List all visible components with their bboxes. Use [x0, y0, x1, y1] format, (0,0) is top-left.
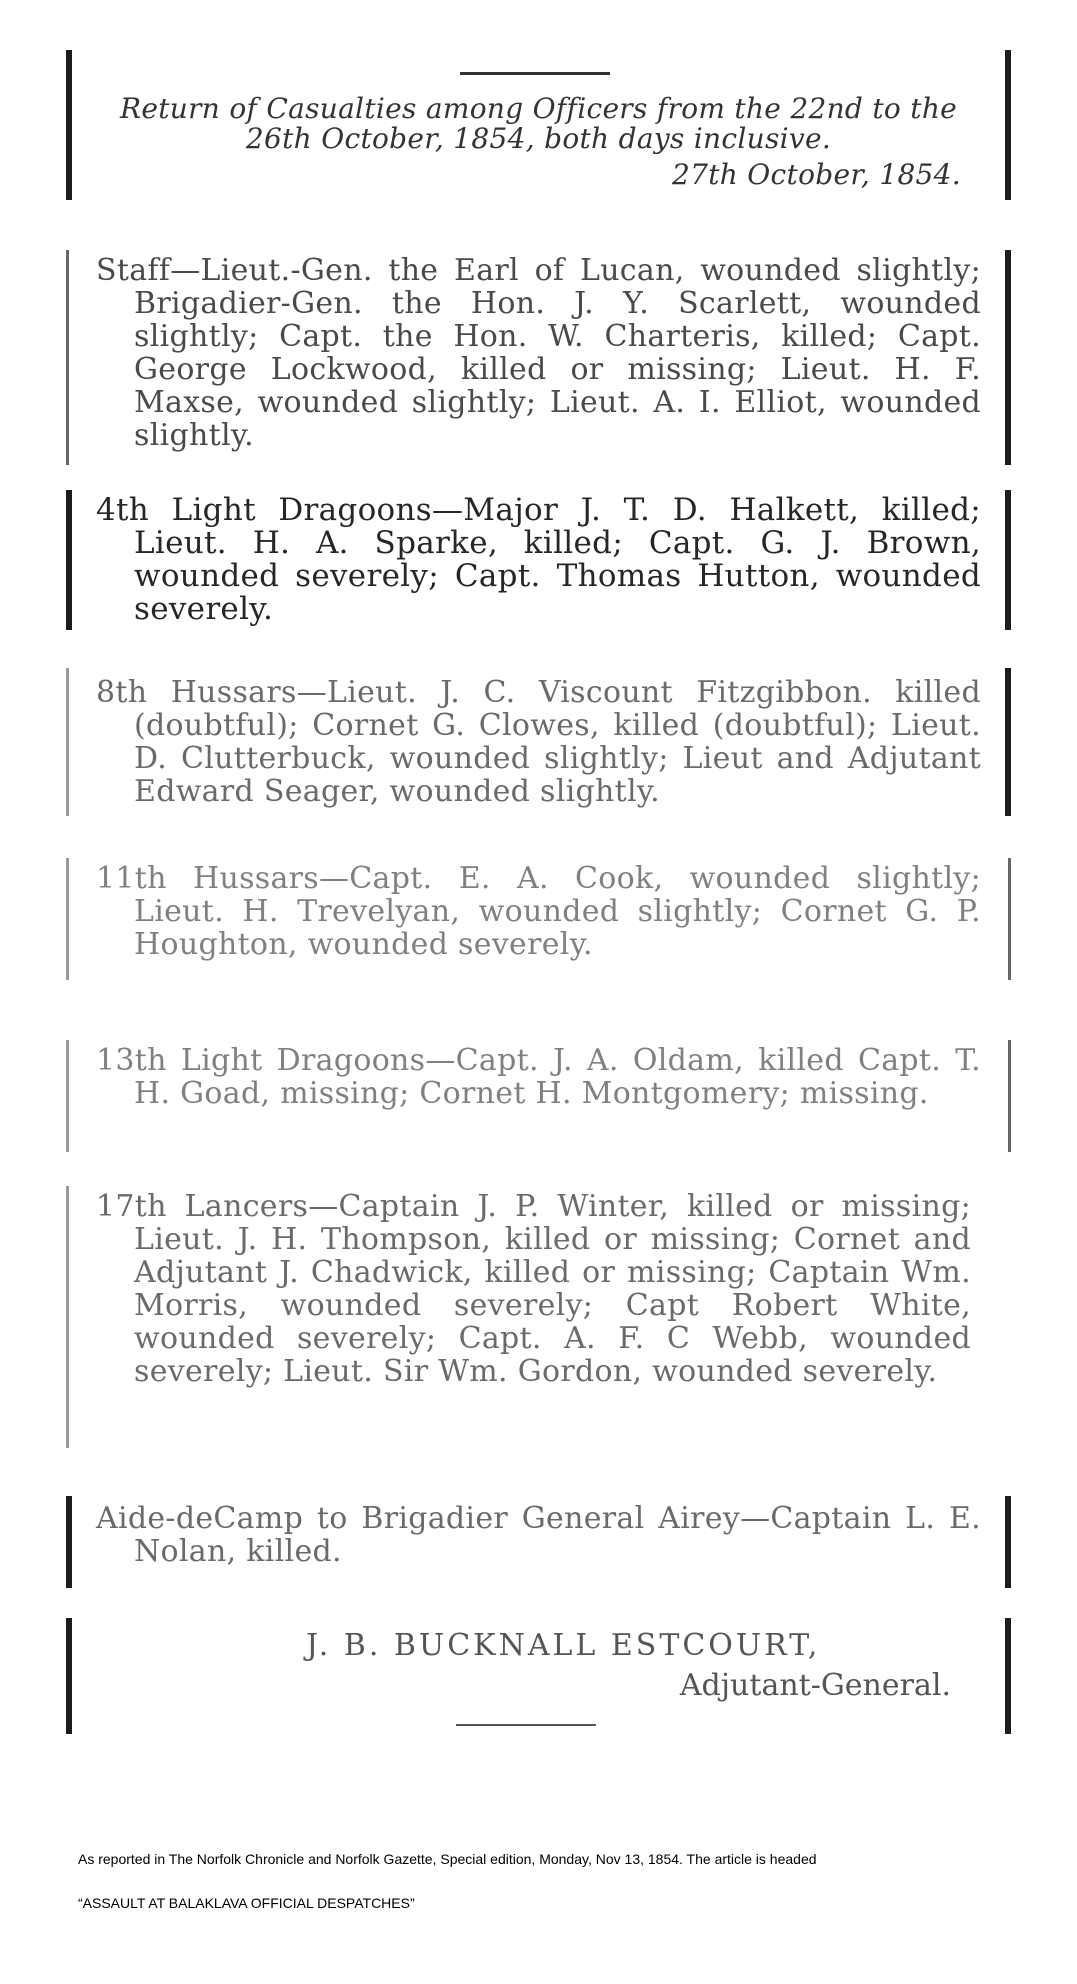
return-date: 27th October, 1854.	[671, 158, 961, 191]
header-clipping	[66, 50, 1011, 200]
entry-11th-hussars	[66, 858, 1011, 980]
signature-name: J. B. BUCKNALL ESTCOURT,	[306, 1628, 821, 1663]
entry-text: Staff—Lieut.-Gen. the Earl of Lucan, wounded slightly; Brigadier-Gen. the Hon. J. Y. Scarlett, wounded slightly; Capt. the Hon. W. Charteris, killed; Capt. George Lockwood, killed or missing; Lieut. H. F. Maxse, wounded slightly; Lieut. A. I. Elliot, wounded slightly.	[96, 253, 981, 453]
clipping-edge-left	[66, 250, 69, 465]
return-title: Return of Casualties among Officers from the 22nd to the 26th October, 1854, both days inclusive.	[119, 92, 958, 155]
entry-text: 8th Hussars—Lieut. J. C. Viscount Fitzgibbon. killed (doubtful); Cornet G. Clowes, killed (doubtful); Lieut. D. Clutterbuck, wounded slightly; Lieut and Adjutant Edward Seager, wounded slightly.	[96, 675, 981, 809]
entry-text: 11th Hussars—Capt. E. A. Cook, wounded slightly; Lieut. H. Trevelyan, wounded slightly; Cornet G. P. Houghton, wounded severely.	[96, 861, 981, 962]
bottom-rule	[456, 1724, 596, 1726]
entry-text: 13th Light Dragoons—Capt. J. A. Oldam, killed Capt. T. H. Goad, missing; Cornet H. Montgomery; missing.	[96, 1043, 981, 1111]
signature-title: Adjutant-General.	[679, 1668, 951, 1703]
clipping-edge-right	[1005, 1496, 1011, 1588]
clipping-edge-right	[1005, 250, 1011, 465]
clipping-edge-left	[66, 50, 72, 200]
clipping-edge-left	[66, 858, 69, 980]
entry-text: 4th Light Dragoons—Major J. T. D. Halkett, killed; Lieut. H. A. Sparke, killed; Capt. G. J. Brown, wounded severely; Capt. Thomas Hutton, wounded severely.	[96, 492, 981, 627]
clipping-edge-left	[66, 490, 72, 630]
entry-text: 17th Lancers—Captain J. P. Winter, killed or missing; Lieut. J. H. Thompson, killed or missing; Cornet and Adjutant J. Chadwick, killed or missing; Captain Wm. Morris, wounded severely; Capt Robert White, wounded severely; Capt. A. F. C Webb, wounded severely; Lieut. Sir Wm. Gordon, wounded severely.	[96, 1189, 971, 1389]
entry-text: Aide-deCamp to Brigadier General Airey—Captain L. E. Nolan, killed.	[96, 1501, 981, 1569]
clipping-edge-left	[66, 1040, 69, 1152]
entry-staff	[66, 250, 1011, 465]
clipping-edge-right	[1005, 490, 1011, 630]
entry-aide-de-camp	[66, 1496, 1011, 1588]
clipping-edge-right	[1005, 1618, 1011, 1734]
entry-17th-lancers	[66, 1186, 1011, 1448]
clipping-edge-left	[66, 1618, 72, 1734]
source-caption-line1: As reported in The Norfolk Chronicle and Norfolk Gazette, Special edition, Monday, Nov 13, 1854. The article is headed	[78, 1851, 817, 1867]
clipping-edge-right	[1005, 50, 1011, 200]
clipping-edge-right	[1005, 668, 1011, 816]
clipping-edge-right	[1008, 1040, 1011, 1152]
clipping-edge-right	[1008, 858, 1011, 980]
clipping-edge-left	[66, 1496, 72, 1588]
top-rule	[460, 72, 610, 75]
signature-block	[66, 1618, 1011, 1734]
clipping-edge-left	[66, 1186, 69, 1448]
entry-4th-light-dragoons	[66, 490, 1011, 630]
entry-13th-light-dragoons	[66, 1040, 1011, 1152]
clipping-edge-left	[66, 668, 69, 816]
source-caption-line2: “ASSAULT AT BALAKLAVA OFFICIAL DESPATCHES”	[78, 1895, 415, 1911]
entry-8th-hussars	[66, 668, 1011, 816]
